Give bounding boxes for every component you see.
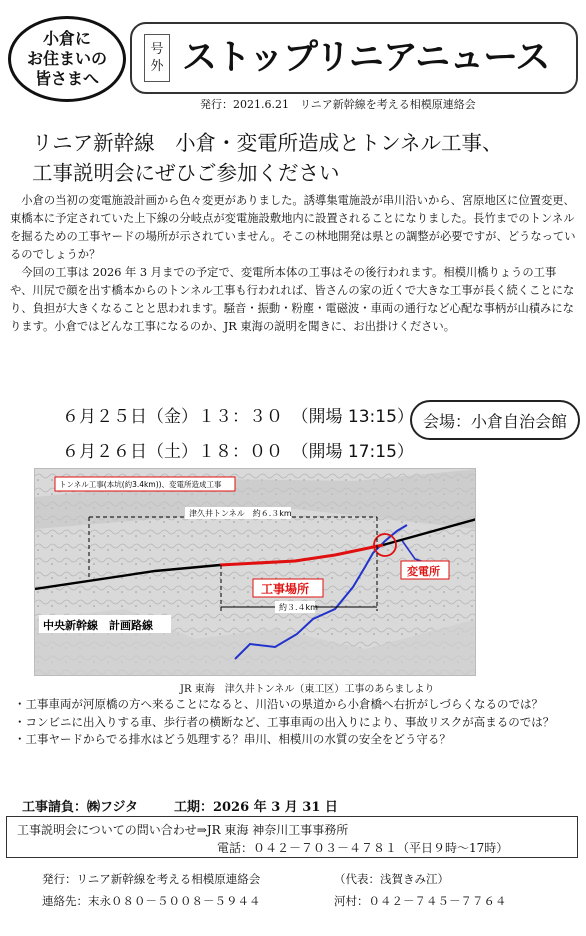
headline-line-2: 工事説明会にぜひご参加ください [32,161,340,185]
contractor-info [22,796,338,815]
concern-list [12,696,582,749]
footer-representative: （代表：浅賀きみ江） [334,872,449,886]
article-body [10,192,576,336]
substation-label: 変電所 [407,565,440,578]
list-item: ・ 工事ヤードからでる排水はどう処理する？串川、相模川の水質の安全をどう守る？ [12,731,582,749]
bubble-line-3: 皆さまへ [34,69,99,88]
issue-label-top: 号 [150,42,164,57]
paragraph-2: 今回の工事は 2026 年 3 月までの予定で、変電所本体の工事はその後行われます。相模川橋りょうの工事や、川尻で顔を出す橋本からのトンネル工事も行われれば、皆さんの家の近くで大きな工事が長く続くことになり、負担が大きくなることと思われます。騒音・振動・粉塵・電磁波・車両の通行など心配な事柄が山積みになります。小倉ではどんな工事になるのか、JR 東海の説明を聞きに、お出掛けください。 [10,266,575,333]
contractor-name: 工事請負：㈱フジタ [22,800,138,815]
bubble-line-2: お住まいの [26,49,107,68]
construction-period: 工期：2026 年 3 月 31 日 [173,800,338,815]
map-image [35,469,476,676]
tunnel-label: 津久井トンネル 約６.３km [189,509,292,518]
footer-contact-2: 河村：０４２－７４５－７７６４ [334,894,507,908]
inquiry-phone: 電話：０４２－７０３－４７８１（平日９時～17時） [217,841,509,855]
headline-line-1: リニア新幹線 小倉・変電所造成とトンネル工事、 [32,131,503,155]
map-caption: JR 東海 津久井トンネル（東工区）工事のあらましより [180,684,435,695]
paragraph-1: 小倉の当初の変電施設計画から色々変更がありました。誘導集電施設が串川沿いから、宮原地区に位置変更、東橋本に予定されていた上下線の分岐点が変電施設敷地内に設置されることになりました。長竹までのトンネルを掘るための工事ヤードの場所が示されていません。そこの林地開発は県との調整が必要ですが、どうなっているのでしょうか？ [10,194,576,261]
map-legend: トンネル工事(本坑(約3.4km))、変電所造成工事 [59,480,222,489]
venue-badge: 会場：小倉自治会館 [410,400,580,440]
audience-bubble [8,16,126,102]
bubble-line-1: 小倉に [42,29,91,48]
inquiry-box [6,816,578,858]
issue-info: 発行：2021.6.21 リニア新幹線を考える相模原連絡会 [200,98,476,111]
footer-issuer: 発行：リニア新幹線を考える相模原連絡会 [42,872,261,886]
route-label: 中央新幹線 計画路線 [43,619,153,632]
distance-label: 約３.４km [279,603,318,612]
headline [32,128,502,188]
footer-contact-1: 連絡先：末永０８０－５００８－５９４４ [42,894,261,908]
newsletter-header [4,4,582,111]
title-box [130,22,578,94]
schedule-date-1: ６月２５日（金）１３：３０ （開場 13:15） [62,407,414,427]
site-label: 工事場所 [261,582,310,596]
schedule-date-2: ６月２６日（土）１８：００ （開場 17:15） [62,442,414,462]
list-item: ・ コンビニに出入りする車、歩行者の横断など、工事車両の出入りにより、事故リスクが高まるのでは？ [12,714,582,732]
issue-label-bottom: 外 [150,59,164,74]
newsletter-title: ストップリニアニュース [182,38,550,78]
issue-label [144,34,170,82]
footer [42,868,507,912]
inquiry-contact: 工事説明会についての問い合わせ⇒JR 東海 神奈川工事事務所 [17,823,349,837]
construction-map [34,468,476,676]
list-item: ・ 工事車両が河原橋の方へ来ることになると、川沿いの県道から小倉橋へ右折がしづらくなるのでは？ [12,696,582,714]
